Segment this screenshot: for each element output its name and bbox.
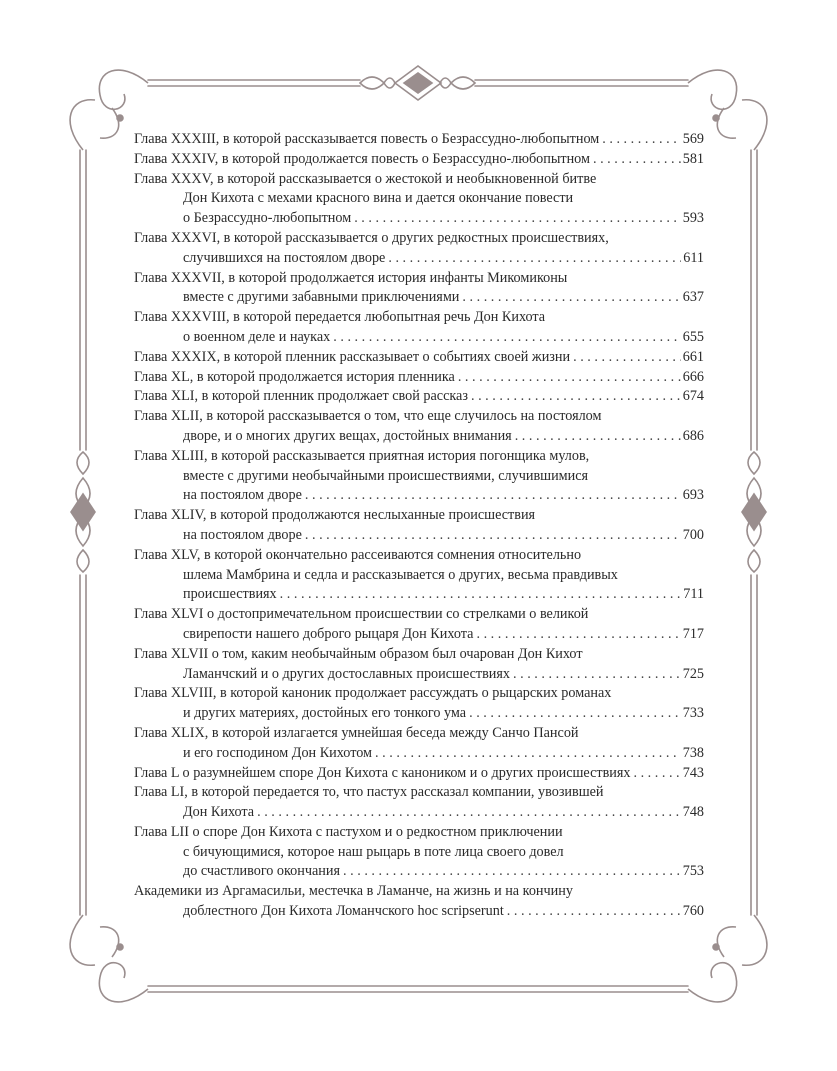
page-number: 700: [682, 526, 704, 543]
toc-line-text: Глава XL, в которой продолжается история пленника: [134, 368, 455, 385]
page-number: 661: [682, 348, 704, 365]
toc-line: [134, 486, 704, 506]
toc-line: [134, 348, 704, 368]
toc-line-text: и его господином Дон Кихотом: [183, 744, 373, 761]
page-number: 686: [682, 427, 704, 444]
toc-entry: [134, 170, 704, 229]
dot-leader: [280, 585, 682, 605]
dot-leader: [388, 249, 681, 269]
toc-entry: [134, 229, 704, 269]
toc-line-text: вместе с другими забавными приключениями: [183, 289, 460, 306]
toc-line: [134, 625, 704, 645]
toc-line-text: Глава XXXIX, в которой пленник рассказывает о событиях своей жизни: [134, 348, 571, 365]
toc-entry: [134, 546, 704, 605]
toc-line-text: Глава XXXV, в которой рассказывается о жестокой и необыкновенной битве: [134, 170, 597, 187]
toc-line-text: случившихся на постоялом дворе: [183, 249, 386, 266]
toc-line-text: Глава XLII, в которой рассказывается о том, что еще случилось на постоялом: [134, 408, 602, 425]
dot-leader: [305, 486, 681, 506]
toc-line-text: о Безрассудно-любопытном: [183, 210, 352, 227]
toc-line: [134, 447, 704, 467]
dot-leader: [305, 526, 681, 546]
dot-leader: [343, 862, 681, 882]
toc-line: [134, 269, 704, 289]
toc-line-text: Глава XLIV, в которой продолжаются неслыханные происшествия: [134, 507, 536, 524]
toc-entry: [134, 506, 704, 546]
toc-line: [134, 526, 704, 546]
toc-line: [134, 427, 704, 447]
toc-line: [134, 902, 704, 922]
toc-line-text: Глава XLVI о достопримечательном происшествии со стрелками о великой: [134, 606, 589, 623]
dot-leader: [333, 328, 680, 348]
toc-line-text: Глава XLI, в которой пленник продолжает свой рассказ: [134, 388, 468, 405]
dot-leader: [469, 704, 681, 724]
toc-line: [134, 823, 704, 843]
toc-entry: [134, 823, 704, 882]
toc-line: [134, 387, 704, 407]
toc-line: [134, 229, 704, 249]
toc-line-text: Глава XXXIII, в которой рассказывается повесть о Безрассудно-любопытном: [134, 131, 600, 147]
toc-line-text: Дон Кихота с мехами красного вина и дается окончание повести: [183, 190, 574, 207]
toc-line-text: Глава XXXVI, в которой рассказывается о других редкостных происшествиях,: [134, 229, 609, 246]
dot-leader: [257, 803, 681, 823]
toc-entry: [134, 368, 704, 388]
toc-line-text: до счастливого окончания: [183, 863, 341, 880]
page-number: 717: [682, 625, 704, 642]
page-number: 593: [682, 210, 704, 227]
toc-line-text: Академики из Аргамасильи, местечка в Ламанче, на жизнь и на кончину: [134, 883, 573, 900]
toc-line: [134, 843, 704, 863]
toc-line-text: происшествиях: [183, 586, 277, 603]
page-number: 637: [682, 289, 704, 306]
toc-line: [134, 566, 704, 586]
toc-entry: [134, 130, 704, 150]
toc-line: [134, 665, 704, 685]
toc-line: [134, 308, 704, 328]
page-number: 753: [682, 863, 704, 880]
toc-line: [134, 783, 704, 803]
table-of-contents: [134, 130, 704, 922]
toc-line-text: о военном деле и науках: [183, 328, 331, 345]
toc-line: [134, 645, 704, 665]
toc-entry: [134, 308, 704, 348]
dot-leader: [458, 368, 681, 388]
toc-line: [134, 189, 704, 209]
page-number: 581: [682, 150, 704, 167]
page-number: 748: [682, 804, 704, 821]
toc-line-text: Глава XLVII о том, каким необычайным образом был очарован Дон Кихот: [134, 645, 583, 662]
toc-line: [134, 130, 704, 150]
toc-line-text: Глава XLVIII, в которой каноник продолжает рассуждать о рыцарских романах: [134, 685, 612, 702]
toc-entry: [134, 684, 704, 724]
page-number: 693: [682, 487, 704, 504]
dot-leader: [513, 665, 681, 685]
toc-entry: [134, 645, 704, 685]
toc-line: [134, 328, 704, 348]
toc-line: [134, 546, 704, 566]
toc-line-text: и других материях, достойных его тонкого ума: [183, 705, 467, 722]
toc-line: [134, 704, 704, 724]
dot-leader: [573, 348, 681, 368]
toc-line: [134, 764, 704, 784]
dot-leader: [354, 209, 681, 229]
dot-leader: [633, 764, 680, 784]
page-number: 733: [682, 705, 704, 722]
toc-line: [134, 724, 704, 744]
toc-line: [134, 150, 704, 170]
page-number: 743: [682, 764, 704, 781]
toc-entry: [134, 783, 704, 823]
toc-line: [134, 605, 704, 625]
toc-line: [134, 506, 704, 526]
toc-line-text: Глава L о разумнейшем споре Дон Кихота с каноником и о других происшествиях: [134, 764, 631, 781]
toc-entry: [134, 764, 704, 784]
page-number: 655: [682, 328, 704, 345]
toc-line-text: Ламанчский и о других достославных происшествиях: [183, 665, 511, 682]
page-number: 738: [682, 744, 704, 761]
toc-line: [134, 684, 704, 704]
dot-leader: [471, 387, 681, 407]
toc-line: [134, 467, 704, 487]
page-number: 674: [682, 388, 704, 405]
toc-line-text: Глава XLIII, в которой рассказывается приятная история погонщика мулов,: [134, 447, 590, 464]
toc-line: [134, 170, 704, 190]
toc-line-text: Глава XLIX, в которой излагается умнейшая беседа между Санчо Пансой: [134, 724, 579, 741]
page-number: 666: [682, 368, 704, 385]
top-center-ornament: [360, 66, 475, 100]
toc-line: [134, 249, 704, 269]
corner-bottom-right: [688, 915, 767, 1002]
page-number: 611: [683, 249, 704, 266]
page-number: 760: [682, 903, 704, 920]
toc-line: [134, 407, 704, 427]
dot-leader: [593, 150, 681, 170]
dot-leader: [602, 130, 680, 150]
toc-line-text: Глава XXXVIII, в которой передается любопытная речь Дон Кихота: [134, 309, 546, 326]
toc-line: [134, 209, 704, 229]
toc-line-text: на постоялом дворе: [183, 487, 302, 504]
page-number: 569: [682, 131, 704, 147]
toc-line-text: на постоялом дворе: [183, 526, 302, 543]
dot-leader: [375, 744, 681, 764]
dot-leader: [507, 902, 681, 922]
toc-line-text: вместе с другими необычайными происшествиями, случившимися: [183, 467, 589, 484]
toc-entry: [134, 605, 704, 645]
corner-bottom-left: [70, 915, 148, 1002]
toc-line-text: Глава XXXIV, в которой продолжается повесть о Безрассудно-любопытном: [134, 150, 590, 167]
toc-entry: [134, 150, 704, 170]
toc-entry: [134, 269, 704, 309]
toc-line-text: Дон Кихота: [183, 804, 255, 821]
page-number: 725: [682, 665, 704, 682]
toc-entry: [134, 447, 704, 506]
toc-line: [134, 585, 704, 605]
dot-leader: [462, 288, 680, 308]
toc-line-text: с бичующимися, которое наш рыцарь в поте лица своего довел: [183, 843, 564, 860]
toc-entry: [134, 407, 704, 447]
toc-line: [134, 368, 704, 388]
toc-line-text: свирепости нашего доброго рыцаря Дон Кихота: [183, 625, 474, 642]
toc-line-text: Глава XXXVII, в которой продолжается история инфанты Микомиконы: [134, 269, 568, 286]
toc-entry: [134, 348, 704, 368]
toc-line: [134, 803, 704, 823]
toc-line: [134, 862, 704, 882]
toc-line: [134, 882, 704, 902]
toc-line: [134, 744, 704, 764]
toc-line-text: Глава LII о споре Дон Кихота с пастухом и о редкостном приключении: [134, 823, 563, 840]
toc-entry: [134, 882, 704, 922]
toc-line-text: доблестного Дон Кихота Ломанчского hoc scripserunt: [183, 903, 504, 920]
toc-entry: [134, 724, 704, 764]
toc-line-text: Глава LI, в которой передается то, что пастух рассказал компании, увозившей: [134, 784, 604, 801]
left-middle-ornament: [71, 452, 95, 572]
page-number: 711: [683, 586, 704, 603]
right-middle-ornament: [742, 452, 766, 572]
toc-line: [134, 288, 704, 308]
toc-line-text: шлема Мамбрина и седла и рассказывается о других, весьма правдивых: [183, 566, 618, 583]
toc-line-text: Глава XLV, в которой окончательно рассеиваются сомнения относительно: [134, 546, 582, 563]
dot-leader: [476, 625, 680, 645]
dot-leader: [515, 427, 681, 447]
toc-line-text: дворе, и о многих других вещах, достойных внимания: [183, 427, 512, 444]
toc-entry: [134, 387, 704, 407]
